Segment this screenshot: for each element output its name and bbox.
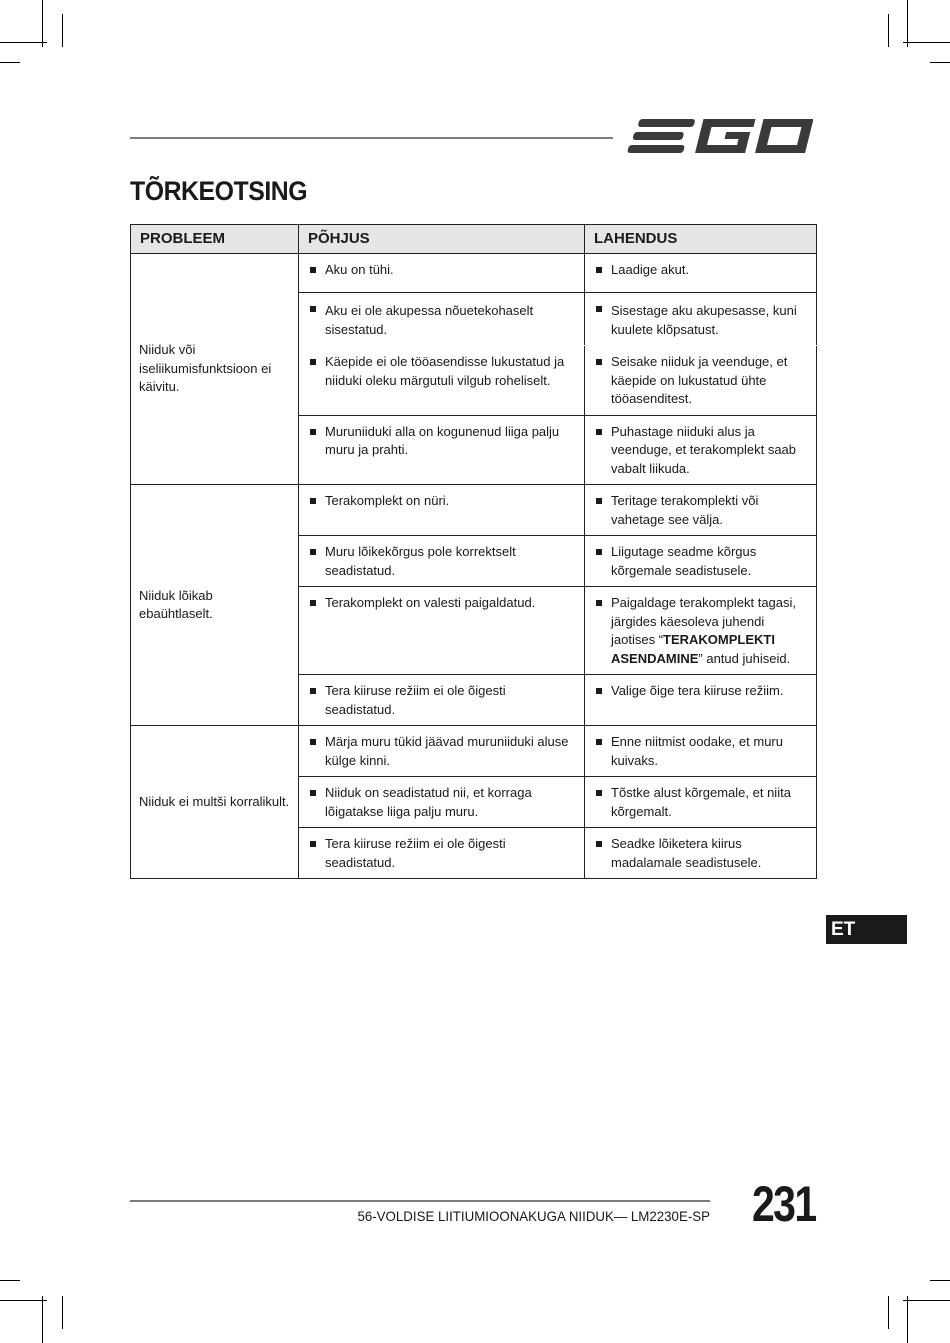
solution-text: Teritage terakomplekti või vahetage see välja.: [593, 492, 808, 529]
solution-text: Tõstke alust kõrgemale, et niita kõrgemalt.: [593, 784, 808, 821]
solution-text: Seisake niiduk ja veenduge, et käepide on lukustatud ühte tööasenditest.: [593, 353, 808, 409]
header-rule: [130, 137, 613, 139]
solution-text: Valige õige tera kiiruse režiim.: [593, 682, 808, 701]
cause-cell: [299, 777, 585, 828]
solution-cell: [585, 828, 817, 879]
solution-cell: [585, 254, 817, 293]
cause-text: Terakomplekt on valesti paigaldatud.: [307, 594, 576, 613]
cause-text: Muru lõikekõrgus pole korrektselt seadistatud.: [307, 543, 576, 580]
column-header-problem: PROBLEEM: [131, 225, 299, 254]
problem-cell: Niiduk lõikab ebaühtlaselt.: [131, 485, 299, 726]
solution-cell: [585, 346, 817, 416]
cause-cell: [299, 485, 585, 536]
crop-mark: [888, 1296, 889, 1329]
crop-mark: [0, 62, 20, 63]
solution-cell: [585, 777, 817, 828]
solution-cell: [585, 485, 817, 536]
solution-text: Sisestage aku akupesasse, kuni kuulete klõpsatust.: [593, 300, 808, 339]
crop-mark: [903, 1300, 950, 1301]
page-number: 231: [752, 1176, 816, 1232]
cause-cell: [299, 254, 585, 293]
cause-text: Tera kiiruse režiim ei ole õigesti seadistatud.: [307, 682, 576, 719]
cause-text: Aku on tühi.: [307, 261, 576, 280]
solution-text: Puhastage niiduki alus ja veenduge, et terakomplekt saab vabalt liikuda.: [593, 423, 808, 479]
column-header-cause: PÕHJUS: [299, 225, 585, 254]
crop-mark: [930, 1280, 950, 1281]
solution-text-pre: Paigaldage terakomplekt tagasi, järgides käesoleva juhendi jaotises “: [611, 595, 797, 647]
crop-mark: [0, 1300, 47, 1301]
table-row: [131, 726, 817, 777]
problem-cell: Niiduk või iseliikumisfunktsioon ei käivitu.: [131, 254, 299, 485]
footer-rule: [130, 1200, 710, 1202]
crop-mark: [0, 1280, 20, 1281]
cause-text: Märja muru tükid jäävad muruniiduki aluse külge kinni.: [307, 733, 576, 770]
column-header-solution: LAHENDUS: [585, 225, 817, 254]
crop-mark: [888, 14, 889, 47]
cause-text: Muruniiduki alla on kogunenud liiga palju muru ja prahti.: [307, 423, 576, 460]
crop-mark: [0, 42, 47, 43]
crop-mark: [930, 62, 950, 63]
cause-cell: [299, 346, 585, 416]
cause-cell: [299, 536, 585, 587]
cause-cell: [299, 828, 585, 879]
crop-mark: [42, 1296, 43, 1343]
cause-cell: [299, 587, 585, 675]
cause-cell: [299, 415, 585, 485]
solution-text: Laadige akut.: [593, 261, 808, 280]
cause-text: Käepide ei ole tööasendisse lukustatud ja niiduki oleku märgutuli vilgub roheliselt.: [307, 353, 576, 390]
solution-cell: [585, 293, 817, 346]
ego-logo-mark: [627, 113, 813, 159]
solution-cell: [585, 536, 817, 587]
solution-text: Enne niitmist oodake, et muru kuivaks.: [593, 733, 808, 770]
cause-cell: [299, 293, 585, 346]
solution-text: [593, 594, 808, 668]
cause-text: Aku ei ole akupessa nõuetekohaselt sisestatud.: [307, 300, 576, 339]
footer-title: 56-VOLDISE LIITIUMIOONAKUGA NIIDUK— LM2230E-SP: [357, 1208, 710, 1224]
language-tab: ET: [826, 915, 907, 944]
table-row: [131, 254, 817, 293]
cause-text: Niiduk on seadistatud nii, et korraga lõigatakse liiga palju muru.: [307, 784, 576, 821]
crop-mark: [907, 1296, 908, 1343]
cause-text: Tera kiiruse režiim ei ole õigesti seadistatud.: [307, 835, 576, 872]
solution-text: Liigutage seadme kõrgus kõrgemale seadistusele.: [593, 543, 808, 580]
solution-text: Seadke lõiketera kiirus madalamale seadistusele.: [593, 835, 808, 872]
problem-cell: Niiduk ei multši korralikult.: [131, 726, 299, 879]
table-row: [131, 485, 817, 536]
solution-cell: [585, 587, 817, 675]
crop-mark: [903, 42, 950, 43]
solution-cell: [585, 726, 817, 777]
cause-cell: [299, 675, 585, 726]
crop-mark: [42, 0, 43, 47]
table-header-row: [131, 225, 817, 254]
page-title: TÕRKEOTSING: [130, 176, 308, 206]
crop-mark: [62, 1296, 63, 1329]
solution-cell: [585, 675, 817, 726]
crop-mark: [907, 0, 908, 47]
crop-mark: [62, 14, 63, 47]
cause-cell: [299, 726, 585, 777]
cause-text: Terakomplekt on nüri.: [307, 492, 576, 511]
section-reference: TERAKOMPLEKTI ASENDAMINE: [611, 632, 775, 666]
troubleshooting-table: [130, 224, 817, 879]
solution-text-post: ” antud juhiseid.: [698, 650, 791, 666]
solution-cell: [585, 415, 817, 485]
ego-logo: [627, 113, 813, 164]
